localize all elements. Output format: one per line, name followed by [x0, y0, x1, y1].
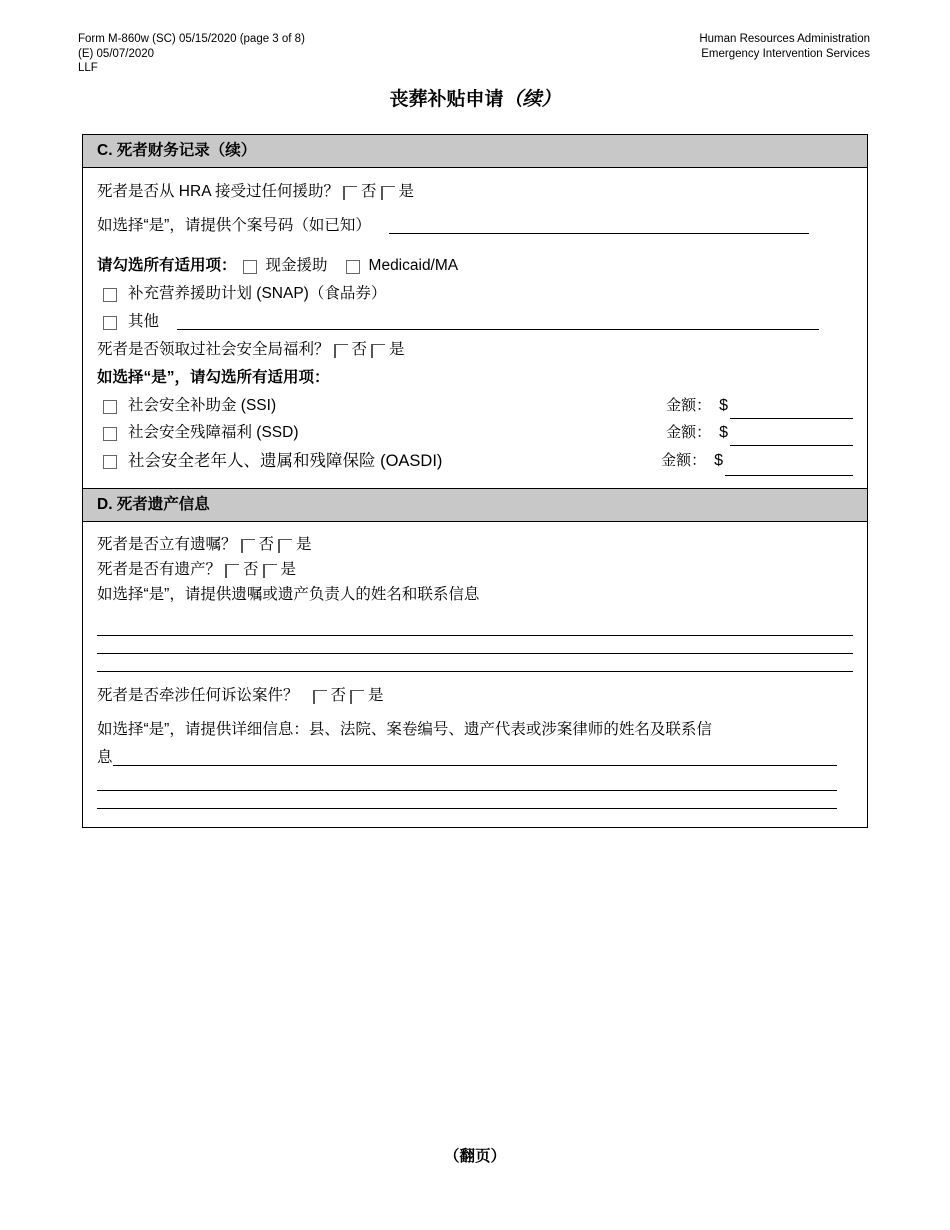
other-input[interactable]: [177, 329, 819, 330]
ssd-amount-input[interactable]: [730, 430, 853, 446]
other-row: [103, 308, 853, 336]
litigation-detail-line-2[interactable]: [97, 790, 837, 791]
litigation-prompt-line2: 息: [97, 749, 113, 766]
page-title: [0, 84, 950, 111]
ssa-yes-checkbox[interactable]: [371, 344, 385, 358]
estate-contact-line-3[interactable]: [97, 671, 853, 672]
section-d-heading: D. 死者遗产信息: [83, 488, 867, 522]
ssd-amount-label: 金额：: [666, 424, 712, 441]
agency-name: Human Resources Administration: [699, 33, 870, 45]
other-label: 其他: [128, 313, 160, 330]
form-id-line3: LLF: [78, 62, 98, 74]
ssa-yes-prompt-label: 如选择“是”，请勾选所有适用项：: [97, 369, 330, 386]
litigation-prompt-row-2: [97, 744, 853, 772]
cash-assistance-checkbox[interactable]: [243, 260, 257, 274]
oasdi-checkbox[interactable]: [103, 455, 117, 469]
estate-contact-prompt: 如选择“是”，请提供遗嘱或遗产负责人的姓名和联系信息: [97, 586, 480, 603]
check-all-row: [97, 252, 853, 280]
agency-division: Emergency Intervention Services: [701, 47, 870, 60]
will-question-row: [97, 532, 853, 557]
page-footer: （翻页）: [443, 1148, 506, 1165]
litigation-yes-checkbox[interactable]: [350, 690, 364, 704]
hra-assistance-label: 死者是否从 HRA 接受过任何援助？: [97, 183, 339, 200]
estate-no-checkbox[interactable]: [225, 564, 239, 578]
hra-yes-label: 是: [398, 183, 415, 200]
agency-block: [699, 32, 870, 61]
litigation-no-label: 否: [330, 687, 347, 704]
cash-assistance-label: 现金援助: [265, 257, 328, 274]
ssa-no-checkbox[interactable]: [334, 344, 348, 358]
estate-contact-line-1[interactable]: [97, 635, 853, 636]
litigation-question-row: [97, 682, 853, 710]
estate-label: 死者是否有遗产？: [97, 561, 222, 578]
estate-yes-checkbox[interactable]: [263, 564, 277, 578]
estate-yes-label: 是: [280, 561, 297, 578]
hra-no-label: 否: [360, 183, 377, 200]
snap-row: [103, 280, 853, 308]
snap-checkbox[interactable]: [103, 288, 117, 302]
litigation-prompt-row-1: [97, 716, 853, 744]
ssi-amount-input[interactable]: [730, 403, 853, 419]
medicaid-checkbox[interactable]: [346, 260, 360, 274]
estate-contact-prompt-row: [97, 582, 853, 607]
ssi-currency: $: [719, 397, 728, 414]
litigation-detail-line-3[interactable]: [97, 808, 837, 809]
form-id-line1: Form M-860w (SC) 05/15/2020 (page 3 of 8): [78, 33, 305, 45]
page-title-main: 丧葬补贴申请: [389, 89, 504, 110]
will-no-checkbox[interactable]: [241, 539, 255, 553]
will-no-label: 否: [258, 536, 275, 553]
case-number-label: 如选择“是”，请提供个案号码（如已知）: [97, 217, 371, 234]
ssd-currency: $: [719, 424, 728, 441]
ssa-yes-prompt-row: [97, 364, 853, 392]
ssa-benefit-question-row: [97, 336, 853, 364]
oasdi-amount-label: 金额：: [661, 452, 707, 469]
ssd-checkbox[interactable]: [103, 427, 117, 441]
estate-question-row: [97, 557, 853, 582]
will-yes-label: 是: [296, 536, 312, 553]
litigation-label: 死者是否牵涉任何诉讼案件？: [97, 687, 299, 704]
oasdi-amount-input[interactable]: [725, 460, 853, 476]
will-yes-checkbox[interactable]: [278, 539, 292, 553]
ssd-label: 社会安全残障福利 (SSD): [128, 424, 299, 441]
page-header: [0, 32, 950, 78]
hra-assistance-question-row: [97, 178, 853, 206]
medicaid-label: Medicaid/MA: [368, 257, 459, 274]
ssi-row: [103, 392, 853, 419]
section-d-body: [83, 522, 867, 827]
ssa-yes-label: 是: [389, 341, 405, 358]
form-container: [82, 134, 868, 828]
check-all-label: 请勾选所有适用项：: [97, 257, 237, 274]
litigation-yes-label: 是: [368, 687, 384, 704]
litigation-prompt-line1: 如选择“是”，请提供详细信息：县、法院、案卷编号、遗产代表或涉案律师的姓名及联系信: [97, 721, 712, 738]
section-c-heading: C. 死者财务记录（续）: [83, 135, 867, 168]
ssi-checkbox[interactable]: [103, 400, 117, 414]
hra-yes-checkbox[interactable]: [381, 186, 395, 200]
snap-label: 补充营养援助计划 (SNAP)（食品券）: [128, 285, 387, 302]
ssi-amount-label: 金额：: [666, 397, 712, 414]
estate-no-label: 否: [243, 561, 259, 578]
oasdi-row: [103, 446, 853, 476]
litigation-no-checkbox[interactable]: [313, 690, 327, 704]
section-c-body: [83, 168, 867, 488]
ssi-label: 社会安全补助金 (SSI): [128, 397, 277, 414]
form-id-block: [78, 32, 305, 76]
page-title-continued: （续）: [503, 89, 561, 110]
oasdi-label: 社会安全老年人、遗属和残障保险 (OASDI): [128, 452, 443, 470]
hra-no-checkbox[interactable]: [343, 186, 357, 200]
ssd-row: [103, 419, 853, 446]
litigation-detail-line-1[interactable]: [113, 765, 837, 766]
will-label: 死者是否立有遗嘱？: [97, 536, 237, 553]
case-number-row: [97, 212, 853, 240]
ssa-no-label: 否: [351, 341, 368, 358]
form-id-line2: (E) 05/07/2020: [78, 47, 155, 60]
oasdi-currency: $: [714, 452, 723, 469]
other-checkbox[interactable]: [103, 316, 117, 330]
case-number-input[interactable]: [389, 233, 809, 234]
estate-contact-line-2[interactable]: [97, 653, 853, 654]
ssa-benefit-label: 死者是否领取过社会安全局福利？: [97, 341, 330, 358]
